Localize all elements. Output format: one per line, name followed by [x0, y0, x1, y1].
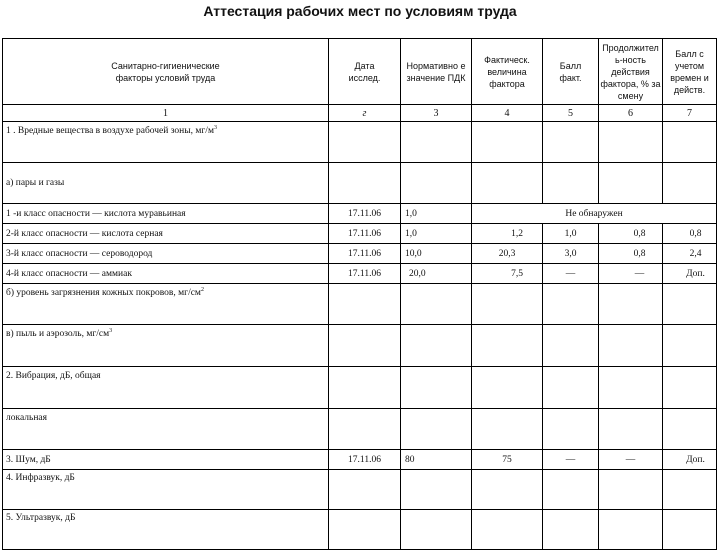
header-score: Балл факт. — [543, 39, 599, 105]
row-label: 3. Шум, дБ — [3, 450, 329, 470]
score-cell: — — [543, 450, 599, 470]
table-row — [3, 122, 717, 163]
attestation-table — [2, 38, 717, 550]
norm-cell: 1,0 — [401, 204, 472, 224]
row-label: а) пары и газы — [3, 163, 329, 204]
row-label: 2-й класс опасности — кислота серная — [3, 224, 329, 244]
table-row — [3, 470, 717, 510]
duration-cell: — — [599, 450, 663, 470]
header-actual: Фактическ. величина фактора — [472, 39, 543, 105]
col-number: г — [329, 105, 401, 122]
table-row — [3, 204, 717, 224]
col-number: 1 — [3, 105, 329, 122]
norm-cell: 1,0 — [401, 224, 472, 244]
score-cell: 3,0 — [543, 244, 599, 264]
page-title: Аттестация рабочих мест по условиям труда — [203, 3, 517, 19]
score-time-cell: 2,4 — [663, 244, 717, 264]
row-label: 4. Инфразвук, дБ — [3, 470, 329, 510]
not-detected-cell: Не обнаружен — [472, 204, 717, 224]
date-cell: 17.11.06 — [329, 224, 401, 244]
row-label: б) уровень загрязнения кожных покровов, $мг/см^2$ — [3, 284, 329, 325]
table-row — [3, 224, 717, 244]
score-time-cell: Доп. — [663, 264, 717, 284]
norm-cell: 10,0 — [401, 244, 472, 264]
score-time-cell: 0,8 — [663, 224, 717, 244]
date-cell: 17.11.06 — [329, 244, 401, 264]
row-label: локальная — [3, 409, 329, 450]
col-number: 5 — [543, 105, 599, 122]
date-cell: 17.11.06 — [329, 264, 401, 284]
score-time-cell: Доп. — [663, 450, 717, 470]
table-row — [3, 450, 717, 470]
col-number: 7 — [663, 105, 717, 122]
header-norm: Нормативно е значение ПДК — [401, 39, 472, 105]
row-label: 4-й класс опасности — аммиак — [3, 264, 329, 284]
row-label: 1 . Вредные вещества в воздухе рабочей зоны, $мг/м^3$ — [3, 122, 329, 163]
actual-cell: 7,5 — [472, 264, 543, 284]
header-row — [3, 39, 717, 105]
header-date: Дата исслед. — [329, 39, 401, 105]
row-label: в) пыль и аэрозоль, $мг/см^3$ — [3, 325, 329, 367]
actual-cell: 75 — [472, 450, 543, 470]
table-row — [3, 264, 717, 284]
table-row — [3, 163, 717, 204]
norm-cell: 20,0 — [401, 264, 472, 284]
table-row — [3, 325, 717, 367]
row-label: 2. Вибрация, дБ, общая — [3, 367, 329, 409]
header-duration: Продолжител ь-ность действия фактора, % за смену — [599, 39, 663, 105]
col-number: 4 — [472, 105, 543, 122]
table-row — [3, 510, 717, 550]
duration-cell: 0,8 — [599, 224, 663, 244]
table-row — [3, 367, 717, 409]
header-factors: Санитарно-гигиенические факторы условий труда — [3, 39, 329, 105]
norm-cell: 80 — [401, 450, 472, 470]
score-cell: 1,0 — [543, 224, 599, 244]
col-number: 3 — [401, 105, 472, 122]
col-number: 6 — [599, 105, 663, 122]
header-score-time: Балл с учетом времен и действ. — [663, 39, 717, 105]
row-label: 3-й класс опасности — сероводород — [3, 244, 329, 264]
actual-cell: 1,2 — [472, 224, 543, 244]
row-label: 5. Ультразвук, дБ — [3, 510, 329, 550]
row-label: 1 -и класс опасности — кислота муравьиная — [3, 204, 329, 224]
date-cell: 17.11.06 — [329, 450, 401, 470]
actual-cell: 20,3 — [472, 244, 543, 264]
table-row — [3, 409, 717, 450]
column-numbers-row — [3, 105, 717, 122]
duration-cell: 0,8 — [599, 244, 663, 264]
date-cell: 17.11.06 — [329, 204, 401, 224]
duration-cell: — — [599, 264, 663, 284]
table-row — [3, 244, 717, 264]
table-row — [3, 284, 717, 325]
score-cell: — — [543, 264, 599, 284]
